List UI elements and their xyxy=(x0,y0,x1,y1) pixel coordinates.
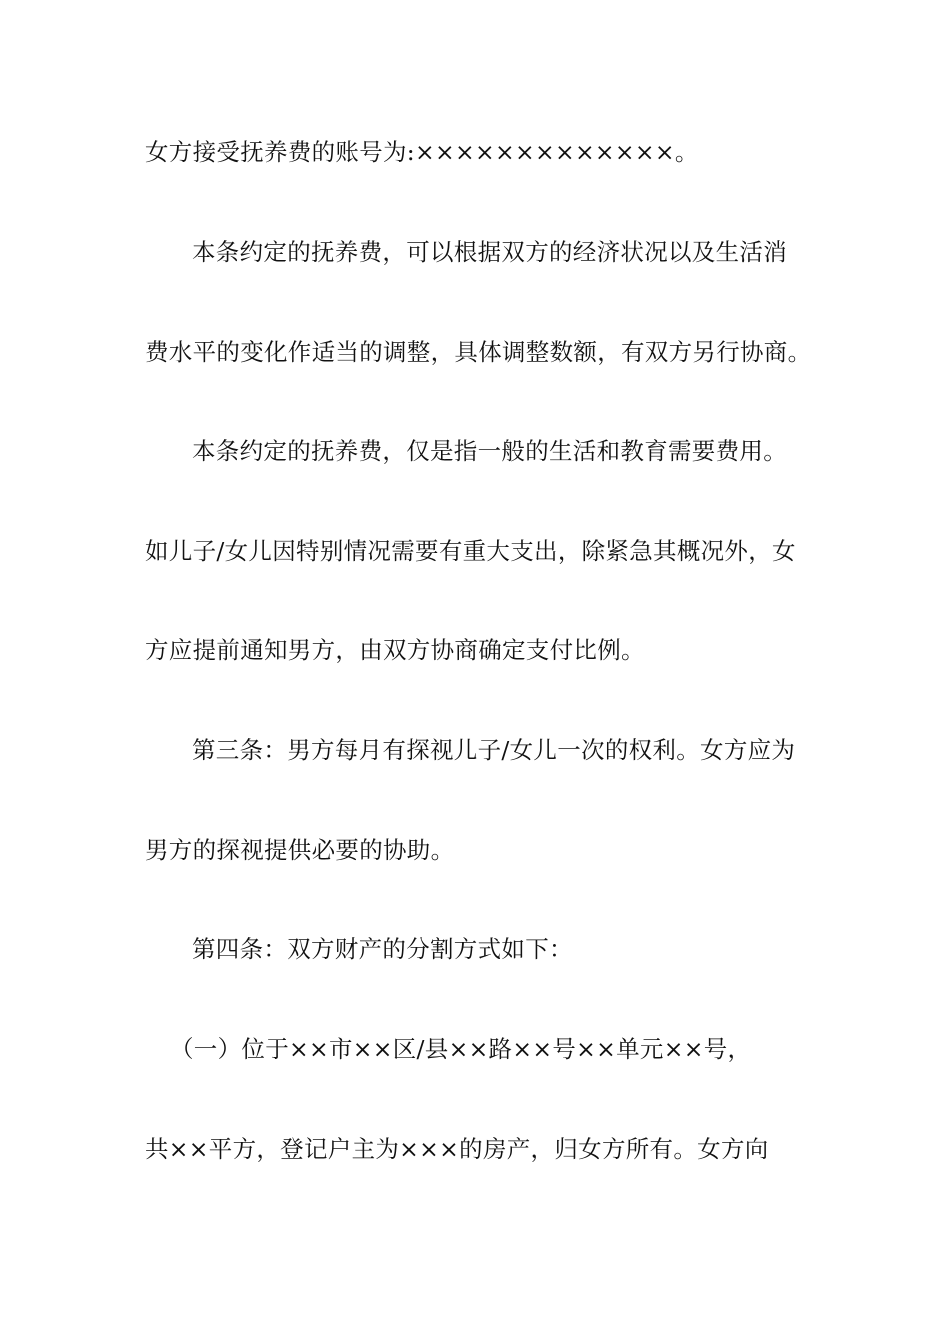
text-line: 方应提前通知男方，由双方协商确定支付比例。 xyxy=(145,636,645,664)
text-line: 本条约定的抚养费，仅是指一般的生活和教育需要费用。 xyxy=(192,437,787,465)
text-line: 第四条：双方财产的分割方式如下： xyxy=(192,935,573,963)
text-line: 共××平方，登记户主为×××的房产，归女方所有。女方向 xyxy=(145,1135,769,1163)
text-line: 女方接受抚养费的账号为:×××××××××××××。 xyxy=(145,138,699,166)
text-line: 如儿子/女儿因特别情况需要有重大支出，除紧急其概况外，女 xyxy=(145,537,796,565)
text-line: （一）位于××市××区/县××路××号××单元××号， xyxy=(170,1035,752,1063)
text-line: 第三条：男方每月有探视儿子/女儿一次的权利。女方应为 xyxy=(192,736,796,764)
text-line: 费水平的变化作适当的调整，具体调整数额，有双方另行协商。 xyxy=(145,338,812,366)
text-line: 男方的探视提供必要的协助。 xyxy=(145,836,455,864)
text-line: 本条约定的抚养费，可以根据双方的经济状况以及生活消 xyxy=(192,238,787,266)
